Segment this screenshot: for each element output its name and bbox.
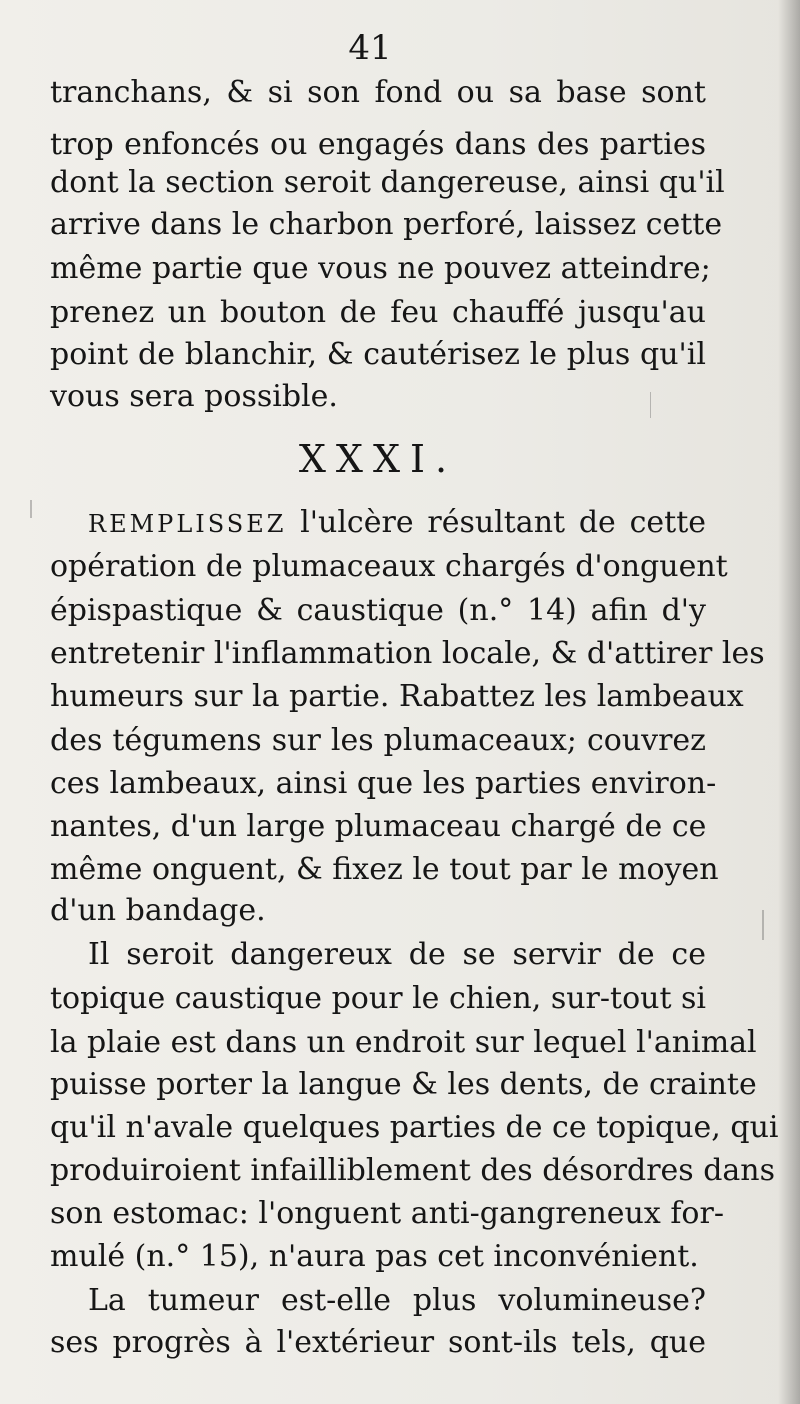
lead-rest: l'ulcère résultant de cette [286, 505, 706, 540]
ink-speck [650, 392, 651, 418]
text-line: dont la section seroit dangereuse, ainsi qu'il [50, 165, 725, 200]
text-line: mulé (n.° 15), n'aura pas cet inconvénient. [50, 1239, 699, 1274]
text-line: vous sera possible. [50, 379, 338, 414]
text-line: tranchans, & si son fond ou sa base sont [50, 75, 706, 110]
text-line: son estomac: l'onguent anti-gangreneux for- [50, 1196, 724, 1231]
text-line: La tumeur est-elle plus volumineuse? [88, 1283, 706, 1318]
text-line: ces lambeaux, ainsi que les parties environ- [50, 766, 717, 801]
text-line: même partie que vous ne pouvez atteindre; [50, 251, 711, 286]
text-line: la plaie est dans un endroit sur lequel l'animal [50, 1025, 757, 1060]
lead-word: REMPLISSEZ [88, 510, 287, 538]
text-line: ses progrès à l'extérieur sont-ils tels, que [50, 1325, 706, 1360]
text-line: trop enfoncés ou engagés dans des parties [50, 127, 706, 162]
ink-speck [762, 910, 764, 940]
text-line: humeurs sur la partie. Rabattez les lambeaux [50, 679, 744, 714]
text-line: produiroient infailliblement des désordres dans [50, 1153, 776, 1188]
text-line: opération de plumaceaux chargés d'onguent [50, 549, 728, 584]
text-line [88, 502, 706, 544]
text-line: même onguent, & fixez le tout par le moyen [50, 852, 719, 887]
text-line: Il seroit dangereux de se servir de ce [88, 937, 706, 972]
text-line: des tégumens sur les plumaceaux; couvrez [50, 723, 706, 758]
text-line: point de blanchir, & cautérisez le plus qu'il [50, 337, 706, 372]
text-line: d'un bandage. [50, 893, 266, 928]
text-line: épispastique & caustique (n.° 14) afin d'y [50, 593, 706, 628]
section-heading: XXXI. [298, 437, 458, 481]
ink-speck [30, 500, 32, 518]
text-line: puisse porter la langue & les dents, de crainte [50, 1067, 757, 1102]
text-line: entretenir l'inflammation locale, & d'attirer les [50, 636, 765, 671]
text-line: arrive dans le charbon perforé, laissez cette [50, 207, 723, 242]
page-edge-shadow [778, 0, 800, 1404]
text-line: prenez un bouton de feu chauffé jusqu'au [50, 295, 706, 330]
text-line: nantes, d'un large plumaceau chargé de ce [50, 809, 707, 844]
text-line: qu'il n'avale quelques parties de ce topique, qui [50, 1110, 779, 1145]
text-line: topique caustique pour le chien, sur-tout si [50, 981, 707, 1016]
page-number: 41 [348, 28, 392, 68]
